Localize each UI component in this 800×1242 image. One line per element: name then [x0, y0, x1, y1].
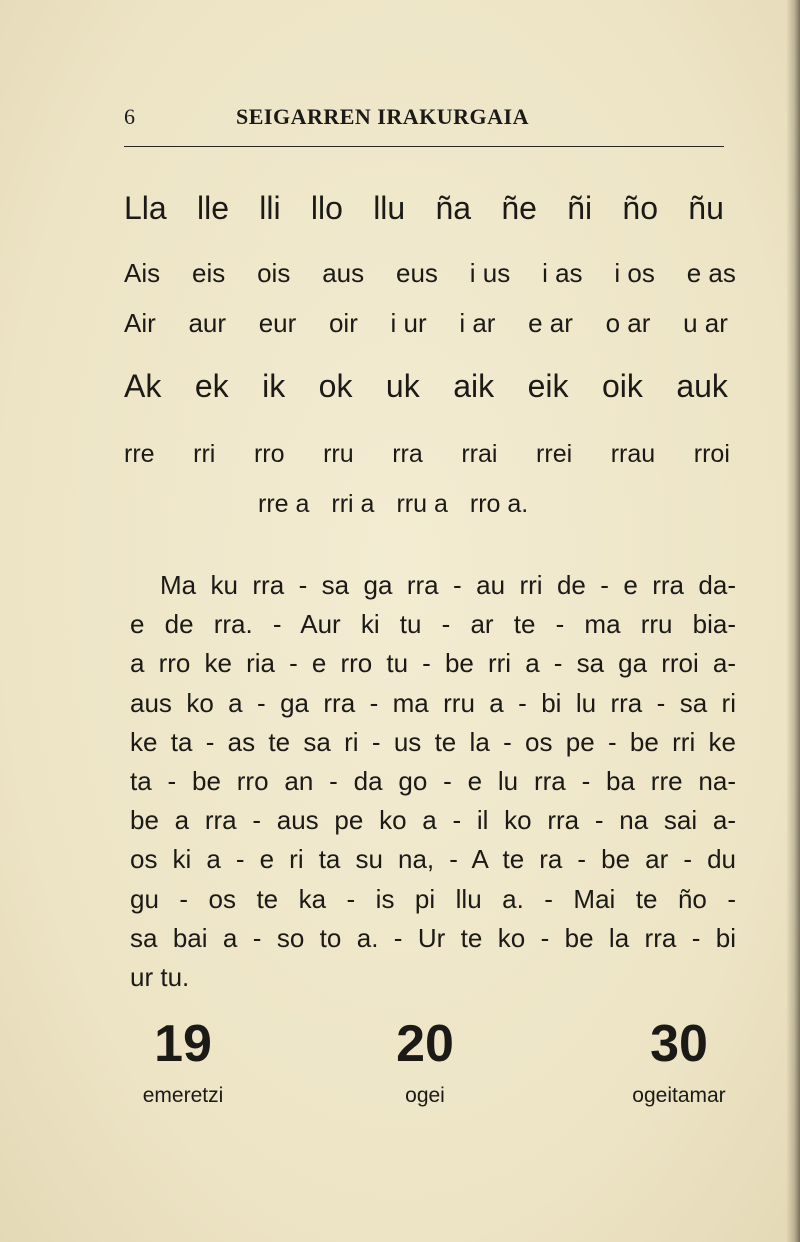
syllable: ñi	[567, 190, 593, 226]
syllable: rroi	[693, 440, 730, 468]
number-30-block	[614, 1016, 744, 1108]
syllable: aur	[188, 308, 227, 338]
syllable: lli	[259, 190, 281, 226]
number-digits: 20	[396, 1015, 454, 1073]
header-rule	[124, 146, 724, 147]
syllable-row-air	[124, 308, 728, 339]
syllable: rru	[323, 440, 354, 468]
paragraph-line: Ma ku rra - sa ga rra - au rri de - e rra da-	[160, 570, 736, 600]
syllable: llu	[373, 190, 406, 226]
chapter-title: SEIGARREN IRAKURGAIA	[236, 104, 529, 129]
paragraph-line: aus ko a - ga rra - ma rru a - bi lu rra - sa ri	[130, 687, 736, 718]
paragraph-line: sa bai a - so to a. - Ur te ko - be la rra - bi	[130, 922, 736, 953]
syllable: i as	[542, 258, 583, 288]
syllable: u ar	[683, 308, 728, 338]
syllable: Ais	[124, 258, 161, 288]
number-20-block	[370, 1016, 480, 1108]
syllable: e ar	[528, 308, 573, 338]
syllable: ek	[194, 368, 229, 404]
paragraph-line: e de rra. - Aur ki tu - ar te - ma rru bia-	[130, 609, 736, 640]
syllable: ois	[257, 258, 291, 288]
syllable: rro	[253, 440, 285, 468]
syllable: eik	[527, 368, 569, 404]
running-header	[124, 104, 724, 138]
syllable-row-ais	[124, 258, 736, 289]
syllable: ik	[262, 368, 286, 404]
syllable: ñe	[501, 190, 537, 226]
reading-paragraph	[130, 566, 736, 997]
syllable: eus	[395, 258, 438, 288]
syllable: rro a.	[469, 490, 529, 518]
syllable: o ar	[605, 308, 651, 338]
syllable-row-ll	[124, 190, 724, 227]
paragraph-line: ke ta - as te sa ri - us te la - os pe - be rri ke	[130, 726, 736, 757]
number-word: emeretzi	[142, 1084, 224, 1107]
paragraph-line: ur tu.	[130, 961, 190, 992]
syllable-row-rra	[258, 490, 528, 519]
syllable: rrau	[610, 440, 656, 468]
syllable: auk	[676, 368, 728, 404]
syllable: llo	[310, 190, 343, 226]
syllable: rru a	[396, 490, 448, 518]
number-digits: 19	[154, 1015, 212, 1073]
paragraph-line: os ki a - e ri ta su na, - A te ra - be ar - du	[130, 844, 736, 875]
syllable: rrai	[461, 440, 498, 468]
syllable: rrei	[536, 440, 573, 468]
syllable: aik	[453, 368, 495, 404]
syllable: ok	[318, 368, 353, 404]
syllable: rri a	[331, 490, 375, 518]
syllable-row-rr	[124, 440, 730, 469]
syllable: ño	[622, 190, 659, 226]
syllable: eis	[191, 258, 226, 288]
syllable-row-ak	[124, 368, 728, 405]
paragraph-line: gu - os te ka - is pi llu a. - Mai te ño -	[130, 883, 736, 914]
syllable: i ur	[390, 308, 427, 338]
syllable: eur	[258, 308, 297, 338]
paragraph-line: be a rra - aus pe ko a - il ko rra - na sai a-	[130, 805, 736, 836]
syllable: i os	[614, 258, 655, 288]
syllable: uk	[385, 368, 420, 404]
syllable: rre a	[258, 490, 310, 518]
paragraph-line: ta - be rro an - da go - e lu rra - ba rre na-	[130, 765, 736, 796]
syllable: rre	[124, 440, 155, 468]
page-number: 6	[124, 104, 135, 129]
paragraph-line: a rro ke ria - e rro tu - be rri a - sa ga rroi a-	[130, 648, 736, 679]
syllable: Lla	[124, 190, 167, 226]
syllable: rra	[392, 440, 423, 468]
syllable: i ar	[459, 308, 496, 338]
syllable: i us	[469, 258, 511, 288]
page-edge-shadow	[786, 0, 800, 1242]
syllable: oik	[601, 368, 643, 404]
syllable: e as	[686, 258, 736, 288]
syllable: ña	[435, 190, 472, 226]
number-digits: 30	[650, 1015, 708, 1073]
syllable: rri	[193, 440, 216, 468]
syllable: Ak	[124, 368, 162, 404]
syllable: lle	[196, 190, 229, 226]
number-word: ogei	[405, 1084, 445, 1107]
syllable: ñu	[688, 190, 724, 226]
syllable: Air	[124, 308, 156, 338]
number-19-block	[128, 1016, 238, 1108]
syllable: aus	[322, 258, 365, 288]
number-word: ogeitamar	[632, 1084, 726, 1107]
syllable: oir	[328, 308, 358, 338]
